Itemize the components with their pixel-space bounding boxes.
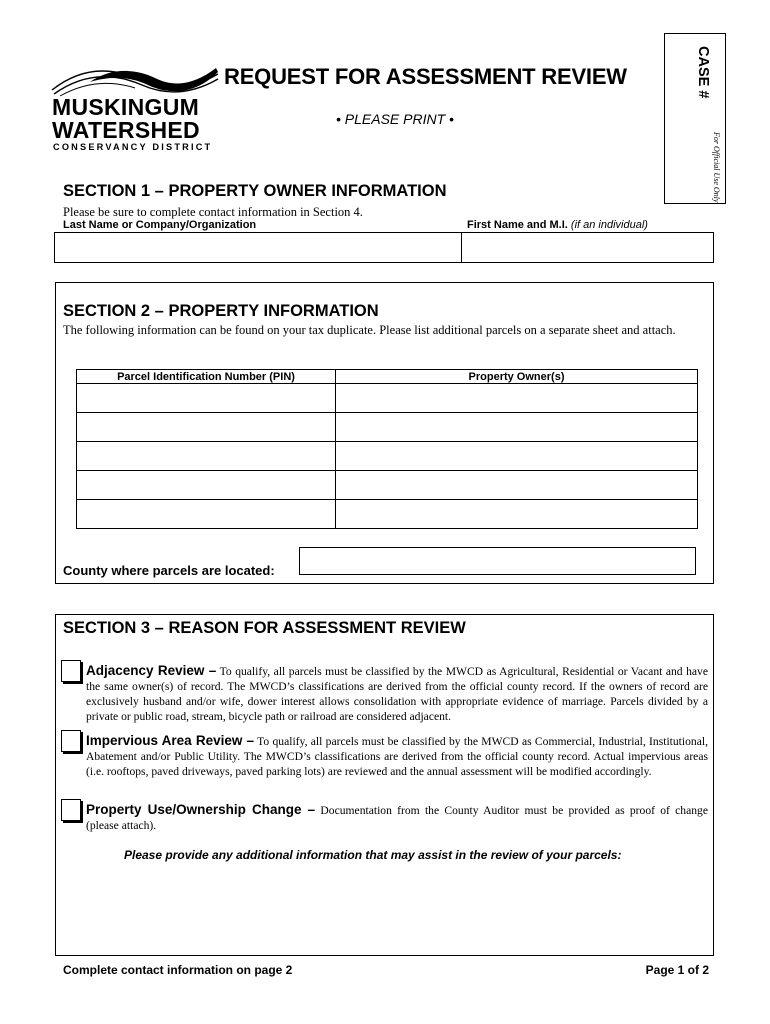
property-use-change [86, 802, 708, 833]
pin-input[interactable] [77, 471, 336, 500]
adjacency-review-lead: Adjacency Review – [86, 663, 217, 678]
pin-input[interactable] [77, 413, 336, 442]
pin-input[interactable] [77, 384, 336, 413]
impervious-area-review-text: To qualify, all parcels must be classified by the MWCD as Commercial, Industrial, Institutional, Abatement and/or Public Utility. The MWCD’s classifications are derived from the official county record. Actual impervious areas (i.e. rooftops, paved driveways, paved parking lots) are reviewed and the annual assessment will be modified accordingly. [86, 735, 708, 778]
section2-note: The following information can be found on your tax duplicate. Please list additional parcels on a separate sheet and attach. [63, 323, 676, 337]
last-name-input[interactable] [54, 232, 462, 263]
section3-title: SECTION 3 – REASON FOR ASSESSMENT REVIEW [63, 619, 466, 637]
table-row [77, 384, 698, 413]
parcel-table [76, 369, 698, 529]
property-use-change-text: Documentation from the County Auditor must be provided as proof of change (please attach). [86, 804, 708, 832]
adjacency-review-checkbox[interactable] [61, 660, 81, 682]
table-row [77, 442, 698, 471]
section2-title: SECTION 2 – PROPERTY INFORMATION [63, 302, 379, 320]
table-row [77, 500, 698, 529]
pin-input[interactable] [77, 442, 336, 471]
owner-input[interactable] [336, 500, 698, 529]
owner-input[interactable] [336, 471, 698, 500]
adjacency-review-text: To qualify, all parcels must be classified by the MWCD as Agricultural, Residential or Vacant and have the same owner(s) of record. The MWCD’s classifications are derived from the official county record. If the owners of record are exclusively husband and/or wife, dower interest allows consolidation with appropriate evidence of marriage. Parcels divided by a private or public road, stream, bicycle path or railroad are considered adjacent. [86, 665, 708, 723]
page-number: Page 1 of 2 [645, 963, 709, 977]
additional-info-area[interactable] [60, 868, 708, 950]
owner-column-header: Property Owner(s) [336, 370, 698, 384]
official-use-label: For Official Use Only [712, 132, 721, 203]
page-title: REQUEST FOR ASSESSMENT REVIEW [224, 64, 627, 89]
county-label: County where parcels are located: [63, 563, 275, 578]
please-print: • PLEASE PRINT • [336, 111, 454, 127]
logo-line1: MUSKINGUM [52, 94, 200, 120]
owner-input[interactable] [336, 442, 698, 471]
impervious-area-review-checkbox[interactable] [61, 730, 81, 752]
first-name-label-wrap [467, 219, 648, 231]
adjacency-review [86, 663, 708, 724]
county-input[interactable] [299, 547, 696, 575]
logo [50, 60, 220, 160]
property-use-change-checkbox[interactable] [61, 799, 81, 821]
impervious-area-review [86, 733, 708, 779]
additional-info-prompt: Please provide any additional information that may assist in the review of your parcels: [124, 848, 622, 862]
table-row [77, 413, 698, 442]
first-name-input[interactable] [461, 232, 714, 263]
logo-line2: WATERSHED [52, 117, 200, 143]
owner-input[interactable] [336, 413, 698, 442]
impervious-area-review-lead: Impervious Area Review – [86, 733, 255, 748]
pin-column-header: Parcel Identification Number (PIN) [77, 370, 336, 384]
owner-input[interactable] [336, 384, 698, 413]
case-number-box [664, 33, 726, 204]
section1-note: Please be sure to complete contact information in Section 4. [63, 205, 363, 219]
section1-title: SECTION 1 – PROPERTY OWNER INFORMATION [63, 182, 447, 200]
parcel-table-header [77, 370, 698, 384]
logo-line3: CONSERVANCY DISTRICT [53, 142, 213, 152]
property-use-change-lead: Property Use/Ownership Change – [86, 802, 316, 817]
case-label: CASE # [695, 46, 711, 99]
first-name-hint: (if an individual) [570, 219, 648, 231]
last-name-label: Last Name or Company/Organization [63, 219, 257, 231]
pin-input[interactable] [77, 500, 336, 529]
first-name-label: First Name and M.I. [467, 219, 568, 231]
footer-left: Complete contact information on page 2 [63, 963, 293, 977]
table-row [77, 471, 698, 500]
